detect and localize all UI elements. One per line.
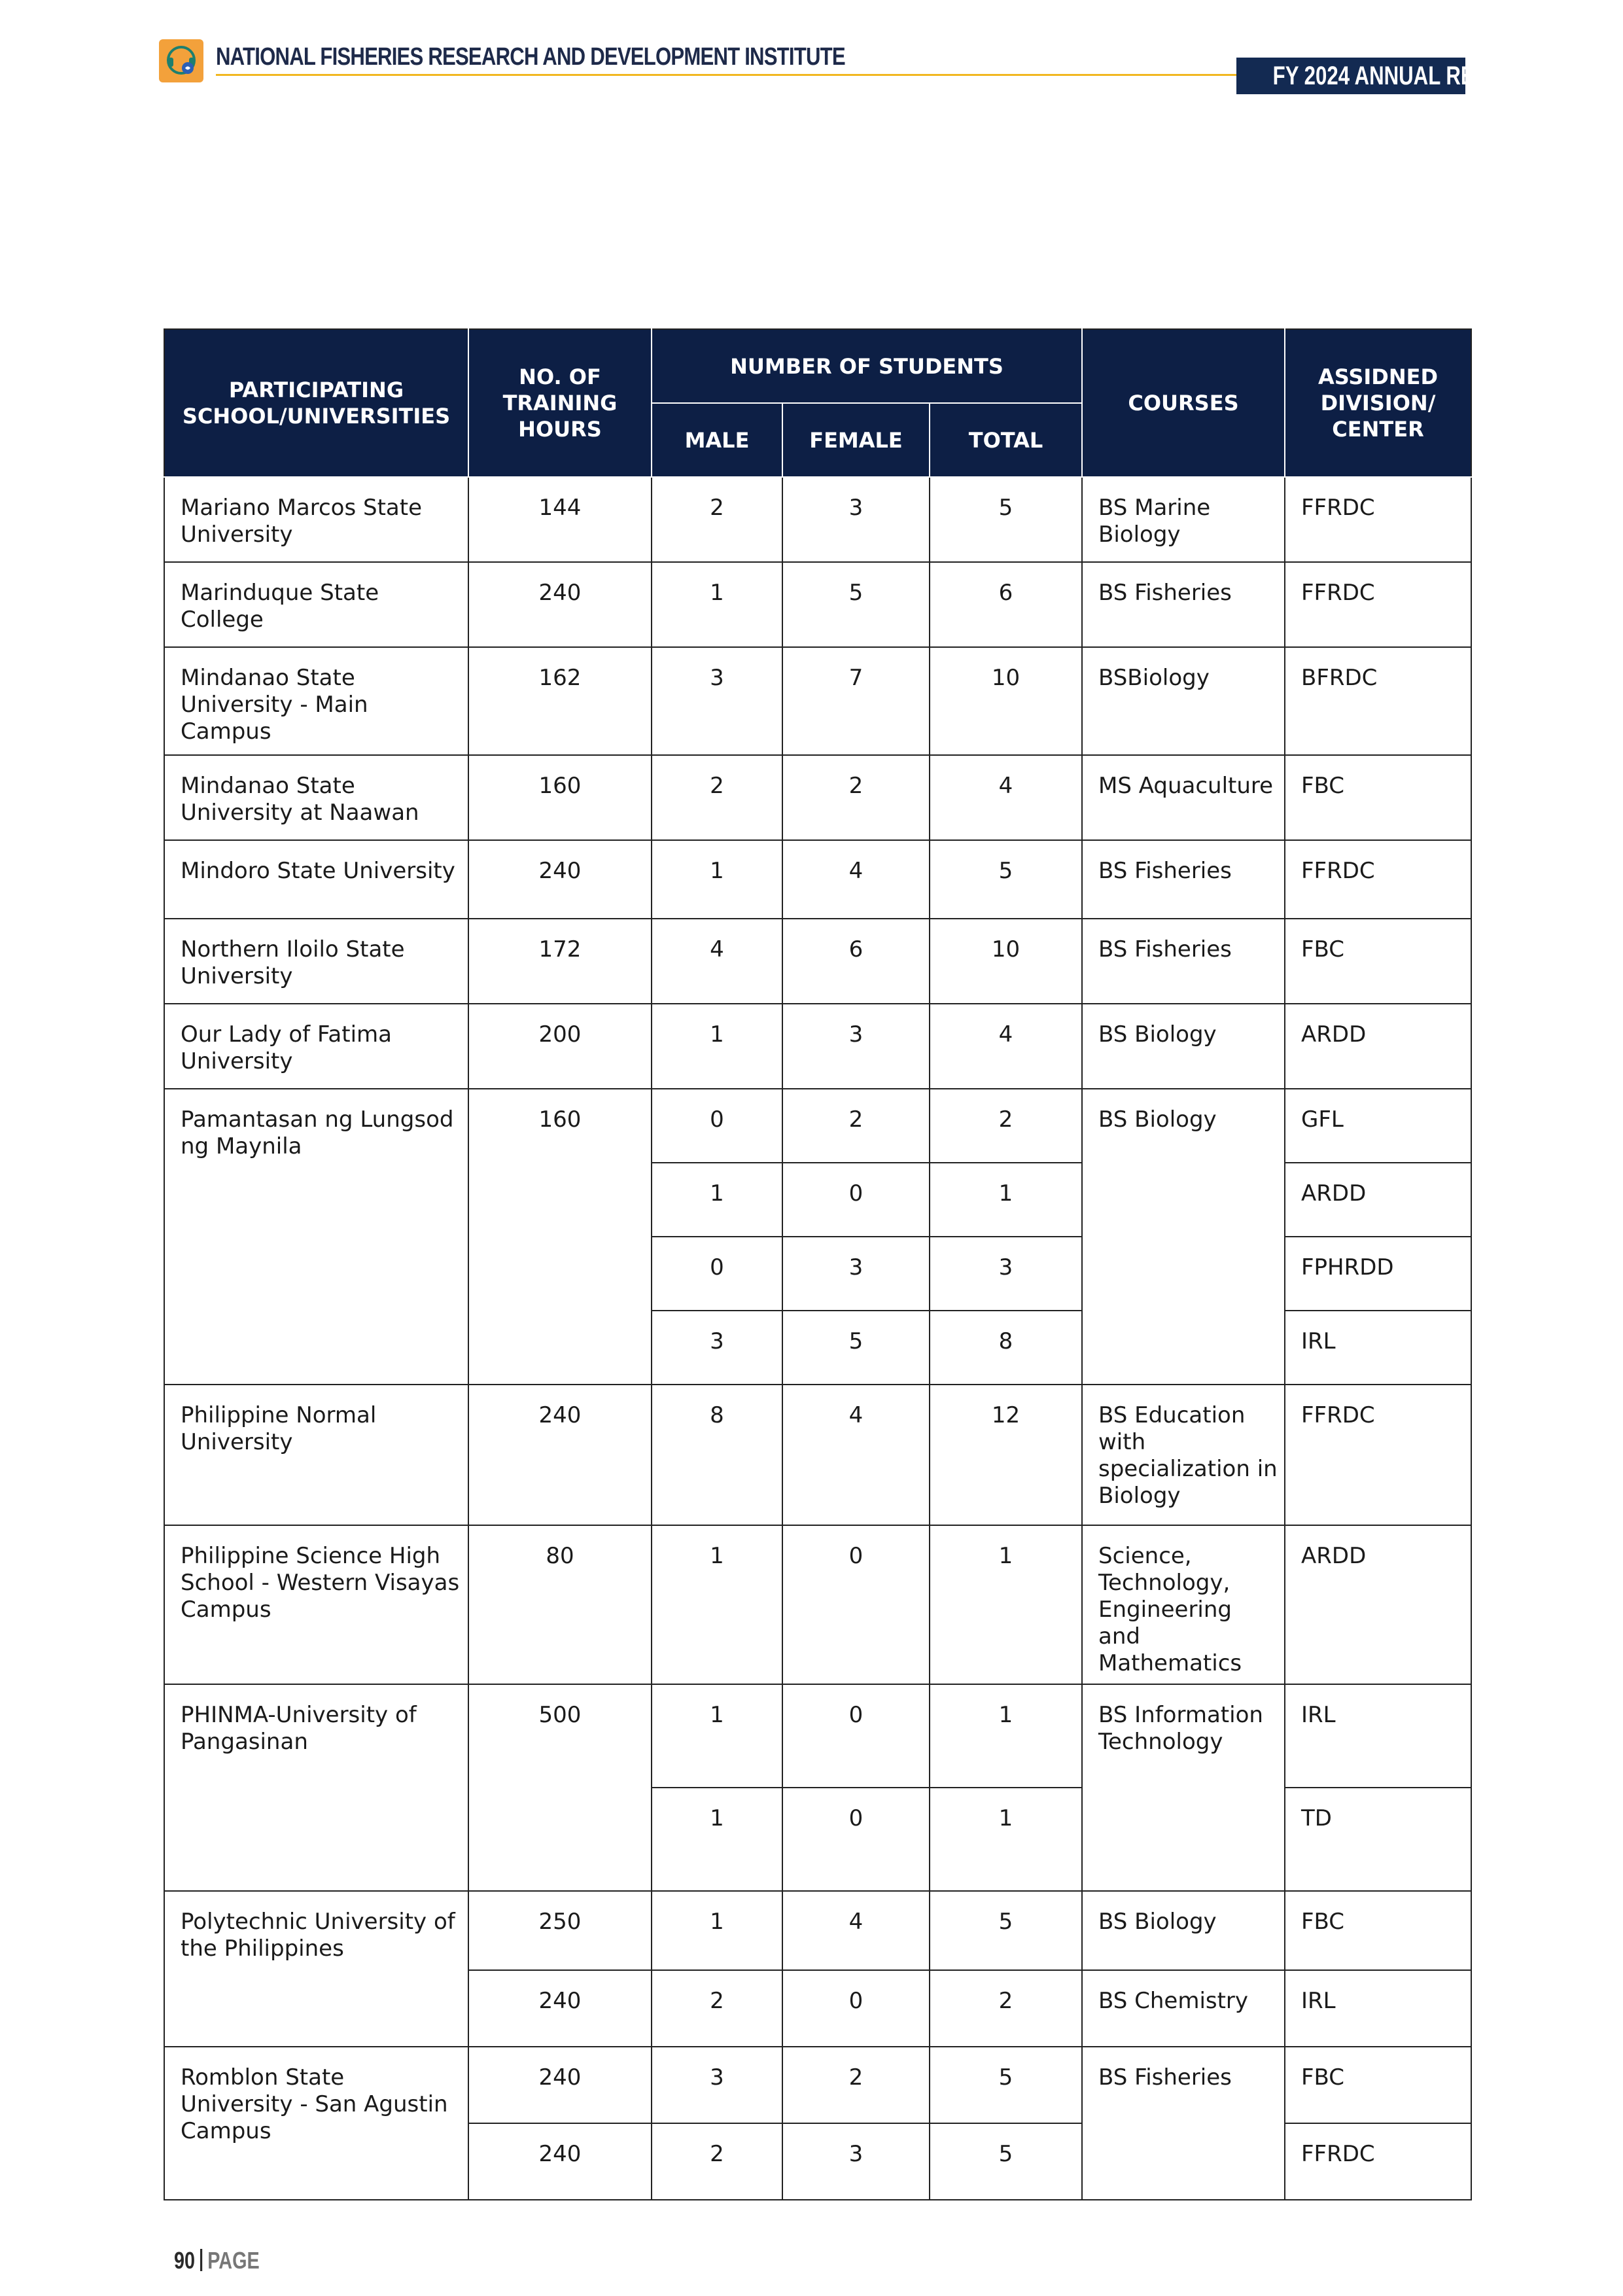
cell-school: Our Lady of Fatima University (164, 1004, 468, 1089)
cell-male: 0 (652, 1089, 782, 1163)
header-courses: COURSES (1082, 329, 1285, 477)
cell-division: ARDD (1285, 1163, 1471, 1237)
cell-division: FBC (1285, 755, 1471, 840)
cell-division: FFRDC (1285, 477, 1471, 562)
cell-hours: 500 (468, 1684, 652, 1891)
cell-male: 8 (652, 1385, 782, 1525)
cell-hours: 240 (468, 2123, 652, 2200)
cell-male: 2 (652, 1970, 782, 2047)
table-row (164, 562, 1471, 647)
cell-school: Mindanao State University - Main Campus (164, 647, 468, 755)
header-school: PARTICIPATING SCHOOL/UNIVERSITIES (164, 329, 468, 477)
cell-division: FBC (1285, 2047, 1471, 2123)
cell-female: 2 (782, 2047, 930, 2123)
header-male: MALE (652, 403, 782, 477)
cell-school: Mariano Marcos State University (164, 477, 468, 562)
cell-female: 0 (782, 1788, 930, 1891)
cell-male: 3 (652, 2047, 782, 2123)
cell-course: BS Biology (1082, 1891, 1285, 1970)
cell-total: 10 (930, 919, 1082, 1004)
cell-school: Philippine Science High School - Western Visayas Campus (164, 1525, 468, 1684)
cell-total: 5 (930, 2047, 1082, 2123)
cell-male: 2 (652, 755, 782, 840)
cell-male: 1 (652, 1891, 782, 1970)
header-hours: NO. OF TRAINING HOURS (468, 329, 652, 477)
cell-division: ARDD (1285, 1004, 1471, 1089)
cell-total: 5 (930, 477, 1082, 562)
table-row (164, 1004, 1471, 1089)
cell-hours: 160 (468, 1089, 652, 1385)
cell-hours: 240 (468, 1970, 652, 2047)
cell-male: 1 (652, 1004, 782, 1089)
cell-division: FPHRDD (1285, 1237, 1471, 1311)
cell-female: 3 (782, 2123, 930, 2200)
table-row (164, 1525, 1471, 1684)
table-row (164, 2047, 1471, 2123)
cell-total: 4 (930, 1004, 1082, 1089)
cell-total: 3 (930, 1237, 1082, 1311)
cell-course: BS Fisheries (1082, 2047, 1285, 2200)
cell-total: 1 (930, 1163, 1082, 1237)
cell-course: BS Biology (1082, 1089, 1285, 1385)
cell-division: FBC (1285, 1891, 1471, 1970)
cell-school: Northern Iloilo State University (164, 919, 468, 1004)
cell-hours: 240 (468, 2047, 652, 2123)
cell-division: IRL (1285, 1684, 1471, 1788)
cell-total: 12 (930, 1385, 1082, 1525)
cell-course: BS Biology (1082, 1004, 1285, 1089)
cell-female: 0 (782, 1525, 930, 1684)
cell-hours: 240 (468, 1385, 652, 1525)
cell-male: 4 (652, 919, 782, 1004)
cell-course: BS Fisheries (1082, 840, 1285, 919)
cell-total: 1 (930, 1788, 1082, 1891)
cell-female: 2 (782, 1089, 930, 1163)
header-female: FEMALE (782, 403, 930, 477)
cell-hours: 144 (468, 477, 652, 562)
cell-hours: 240 (468, 562, 652, 647)
cell-division: FFRDC (1285, 840, 1471, 919)
cell-hours: 80 (468, 1525, 652, 1684)
cell-total: 2 (930, 1089, 1082, 1163)
header-total: TOTAL (930, 403, 1082, 477)
cell-total: 1 (930, 1525, 1082, 1684)
cell-school: PHINMA-University of Pangasinan (164, 1684, 468, 1891)
cell-female: 2 (782, 755, 930, 840)
table-row (164, 477, 1471, 562)
cell-division: FFRDC (1285, 562, 1471, 647)
cell-total: 2 (930, 1970, 1082, 2047)
cell-school: Philippine Normal University (164, 1385, 468, 1525)
table-row (164, 919, 1471, 1004)
page-number: 90 (174, 2247, 196, 2274)
header-students: NUMBER OF STUDENTS (652, 329, 1082, 403)
cell-course: BS Education with specialization in Biology (1082, 1385, 1285, 1525)
cell-female: 5 (782, 562, 930, 647)
cell-female: 0 (782, 1970, 930, 2047)
table-row (164, 1385, 1471, 1525)
cell-division: FBC (1285, 919, 1471, 1004)
cell-female: 5 (782, 1311, 930, 1385)
table-row (164, 755, 1471, 840)
cell-female: 7 (782, 647, 930, 755)
cell-course: BS Fisheries (1082, 919, 1285, 1004)
cell-hours: 160 (468, 755, 652, 840)
cell-female: 3 (782, 1004, 930, 1089)
page-footer (174, 2247, 260, 2274)
cell-course: Science, Technology, Engineering and Mathematics (1082, 1525, 1285, 1684)
cell-hours: 250 (468, 1891, 652, 1970)
cell-division: TD (1285, 1788, 1471, 1891)
table-row (164, 1891, 1471, 1970)
institute-logo (159, 39, 203, 82)
table-row (164, 1089, 1471, 1163)
cell-hours: 240 (468, 840, 652, 919)
cell-female: 3 (782, 477, 930, 562)
table-row (164, 840, 1471, 919)
cell-male: 1 (652, 1684, 782, 1788)
cell-course: BS Marine Biology (1082, 477, 1285, 562)
cell-course: BS Information Technology (1082, 1684, 1285, 1891)
footer-separator (200, 2249, 202, 2271)
report-badge (1236, 58, 1531, 94)
table-row (164, 647, 1471, 755)
report-badge-text: FY 2024 ANNUAL REPORT (1272, 62, 1531, 90)
org-name: NATIONAL FISHERIES RESEARCH AND DEVELOPMENT INSTITUTE (216, 43, 845, 71)
cell-school: Romblon State University - San Agustin Campus (164, 2047, 468, 2200)
cell-total: 5 (930, 1891, 1082, 1970)
cell-division: GFL (1285, 1089, 1471, 1163)
cell-male: 1 (652, 840, 782, 919)
cell-female: 4 (782, 1891, 930, 1970)
cell-total: 10 (930, 647, 1082, 755)
cell-male: 2 (652, 477, 782, 562)
cell-male: 1 (652, 1163, 782, 1237)
header-division: ASSIDNED DIVISION/ CENTER (1285, 329, 1471, 477)
cell-school: Mindanao State University at Naawan (164, 755, 468, 840)
cell-hours: 200 (468, 1004, 652, 1089)
cell-male: 2 (652, 2123, 782, 2200)
table-row (164, 1684, 1471, 1788)
cell-school: Marinduque State College (164, 562, 468, 647)
cell-hours: 172 (468, 919, 652, 1004)
cell-total: 6 (930, 562, 1082, 647)
cell-school: Mindoro State University (164, 840, 468, 919)
cell-total: 5 (930, 840, 1082, 919)
cell-division: FFRDC (1285, 2123, 1471, 2200)
cell-division: ARDD (1285, 1525, 1471, 1684)
cell-division: IRL (1285, 1311, 1471, 1385)
cell-male: 1 (652, 1525, 782, 1684)
cell-division: BFRDC (1285, 647, 1471, 755)
cell-male: 0 (652, 1237, 782, 1311)
cell-total: 5 (930, 2123, 1082, 2200)
cell-female: 0 (782, 1163, 930, 1237)
cell-male: 3 (652, 647, 782, 755)
training-table (164, 328, 1472, 2200)
cell-division: IRL (1285, 1970, 1471, 2047)
cell-school: Polytechnic University of the Philippines (164, 1891, 468, 2047)
cell-male: 1 (652, 1788, 782, 1891)
page-label: PAGE (207, 2247, 260, 2274)
header-rule (216, 74, 1236, 76)
cell-total: 8 (930, 1311, 1082, 1385)
cell-female: 0 (782, 1684, 930, 1788)
cell-male: 3 (652, 1311, 782, 1385)
cell-male: 1 (652, 562, 782, 647)
cell-course: BS Chemistry (1082, 1970, 1285, 2047)
cell-division: FFRDC (1285, 1385, 1471, 1525)
cell-total: 1 (930, 1684, 1082, 1788)
cell-course: BSBiology (1082, 647, 1285, 755)
cell-female: 6 (782, 919, 930, 1004)
cell-total: 4 (930, 755, 1082, 840)
cell-course: BS Fisheries (1082, 562, 1285, 647)
cell-female: 4 (782, 840, 930, 919)
cell-female: 3 (782, 1237, 930, 1311)
cell-school: Pamantasan ng Lungsod ng Maynila (164, 1089, 468, 1385)
cell-hours: 162 (468, 647, 652, 755)
cell-female: 4 (782, 1385, 930, 1525)
cell-course: MS Aquaculture (1082, 755, 1285, 840)
